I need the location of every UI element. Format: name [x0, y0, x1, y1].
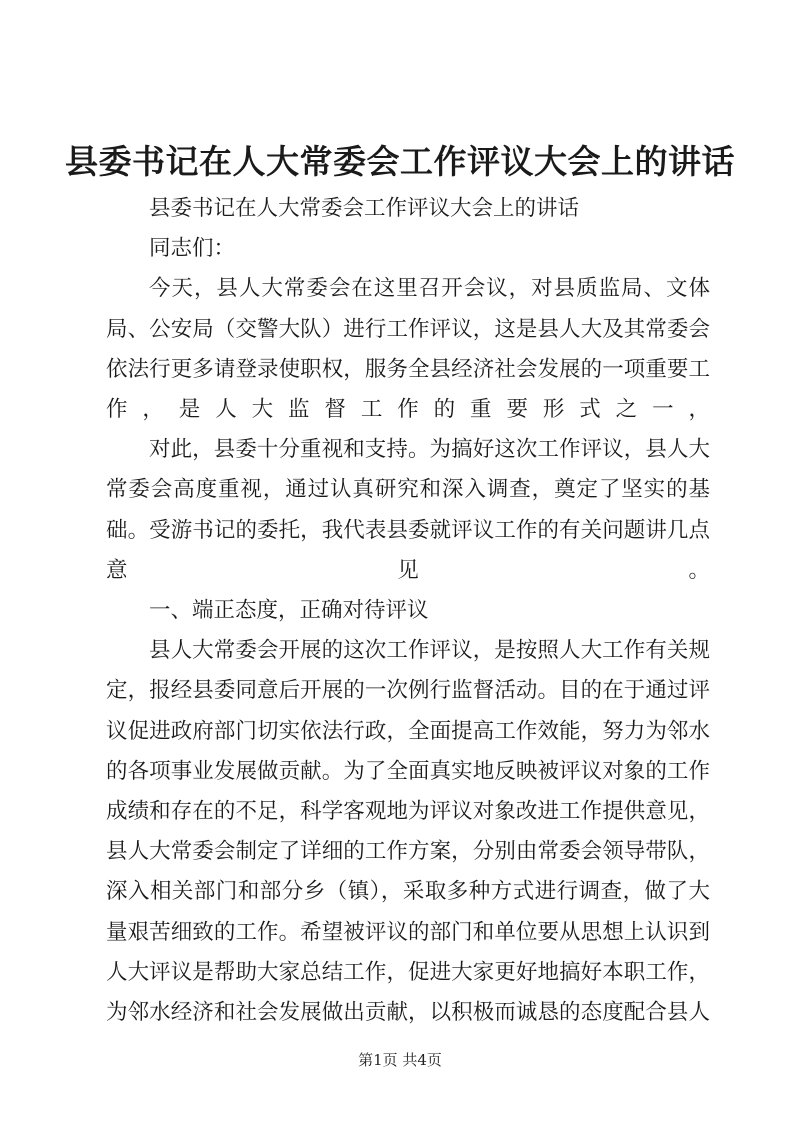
body-paragraph: 今天，县人大常委会在这里召开会议，对县质监局、文体局、公安局（交警大队）进行工作评议，这是县人大及其常委会依法行更多请登录使职权，服务全县经济社会发展的一项重要工作，是人大监督工作的重要形式之一，	[106, 276, 710, 423]
body-paragraph: 县人大常委会开展的这次工作评议，是按照人大工作有关规定，报经县委同意后开展的一次例行监督活动。目的在于通过评议促进政府部门切实依法行政，全面提高工作效能，努力为邻水的各项事业发展做贡献。为了全面真实地反映被评议对象的工作成绩和存在的不足，科学客观地为评议对象改进工作提供意见，县人大常委会制定了详细的工作方案，分别由常委会领导带队，深入相关部门和部分乡（镇），采取多种方式进行调查，做了大量艰苦细致的工作。希望被评议的部门和单位要从思想上认识到人大评议是帮助大家总结工作，促进大家更好地搞好本职工作，为邻水经济和社会发展做出贡献，以积极而诚恳的态度配合县人	[106, 638, 710, 1026]
page-footer: 第1页 共4页	[358, 1051, 442, 1069]
subtitle-paragraph: 县委书记在人大常委会工作评议大会上的讲话	[149, 196, 580, 221]
salutation-paragraph: 同志们：	[149, 236, 236, 262]
section-heading: 一、端正态度，正确对待评议	[149, 598, 429, 624]
document-body	[106, 189, 710, 1033]
document-title: 县委书记在人大常委会工作评议大会上的讲话	[65, 142, 735, 181]
body-paragraph: 对此，县委十分重视和支持。为搞好这次工作评议，县人大常委会高度重视，通过认真研究和深入调查，奠定了坚实的基础。受游书记的委托，我代表县委就评议工作的有关问题讲几点意见。	[106, 437, 710, 583]
